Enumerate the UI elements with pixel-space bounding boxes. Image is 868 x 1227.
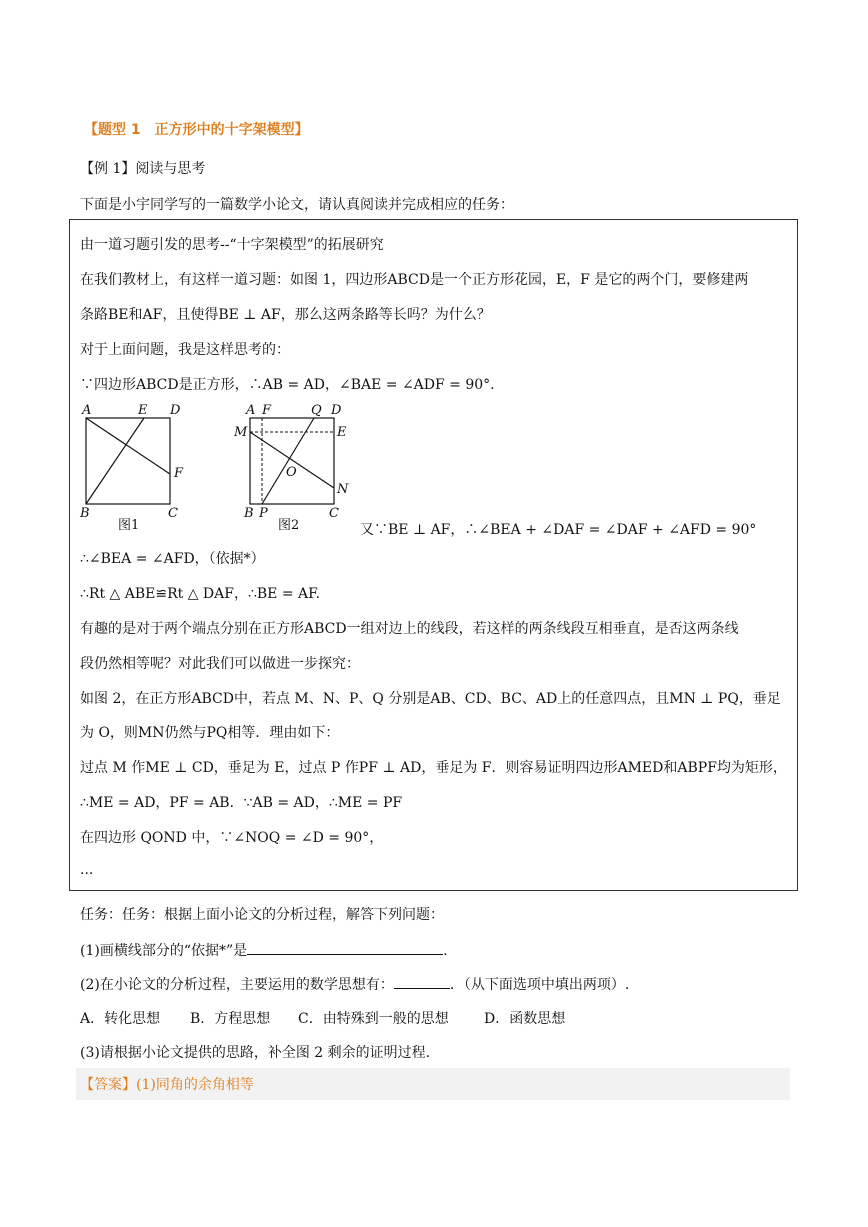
essay-line: 又∵BE ⊥ AF，∴∠BEA + ∠DAF = ∠DAF + ∠AFD = 90° [360, 522, 757, 538]
option-d: D．函数思想 [484, 1011, 566, 1027]
option-b: B．方程思想 [190, 1011, 271, 1027]
label-q: Q [311, 403, 322, 418]
task-intro: 任务：任务：根据上面小论文的分析过程，解答下列问题： [80, 907, 444, 923]
essay-line: 段仍然相等呢？对此我们可以做进一步探究： [80, 656, 360, 672]
essay-line: 条路BE和AF，且使得BE ⊥ AF，那么这两条路等长吗？为什么？ [80, 307, 491, 323]
label-m: M [234, 425, 248, 440]
label-e: E [138, 403, 148, 418]
essay-line: 过点 M 作ME ⊥ CD，垂足为 E，过点 P 作PF ⊥ AD，垂足为 F．则容易证明四边形AMED和ABPF均为矩形， [80, 760, 787, 776]
question-3: (3)请根据小论文提供的思路，补全图 2 剩余的证明过程. [80, 1045, 431, 1061]
essay-line: ∴Rt △ ABE≌Rt △ DAF，∴BE = AF. [80, 586, 321, 602]
figure-2 [230, 400, 360, 532]
label-a: A [246, 403, 256, 418]
figure-2-caption: 图2 [278, 518, 300, 532]
example-title: 【例 1】阅读与思考 [80, 161, 206, 177]
essay-line: ∵四边形ABCD是正方形，∴AB = AD，∠BAE = ∠ADF = 90°. [80, 377, 495, 393]
intro-text: 下面是小宇同学写的一篇数学小论文，请认真阅读并完成相应的任务： [80, 197, 514, 213]
essay-line: 在我们教材上，有这样一道习题：如图 1，四边形ABCD是一个正方形花园，E，F 是它的两个门，要修建两 [80, 272, 749, 288]
label-d: D [170, 403, 181, 418]
answer-text: (1)同角的余角相等 [136, 1077, 254, 1093]
square-abcd [86, 418, 170, 504]
label-n: N [337, 482, 349, 497]
figure-1 [74, 400, 194, 532]
segment-pq [262, 418, 314, 504]
label-b: B [244, 506, 254, 521]
answer-blank-1[interactable] [247, 942, 443, 955]
essay-line: ∴ME = AD，PF = AB．∵AB = AD，∴ME = PF [80, 795, 403, 811]
segment-be [86, 418, 144, 504]
answer-line [80, 1074, 254, 1094]
label-f: F [262, 403, 272, 418]
answer-label: 【答案】 [80, 1077, 136, 1093]
essay-line: 对于上面问题，我是这样思考的： [80, 342, 290, 358]
figure-1-caption: 图1 [118, 518, 140, 532]
question-2-end: ．（从下面选项中填出两项）. [449, 977, 630, 993]
option-c: C．由特殊到一般的思想 [298, 1011, 449, 1027]
answer-blank-2[interactable] [394, 976, 450, 989]
label-c: C [329, 506, 339, 521]
essay-title: 由一道习题引发的思考--“十字架模型”的拓展研究 [80, 237, 384, 253]
label-a: A [82, 403, 92, 418]
section-heading: 【题型 1 正方形中的十字架模型】 [84, 122, 309, 138]
question-1-end: . [443, 943, 448, 959]
square-abcd [250, 418, 334, 504]
question-1 [80, 940, 448, 960]
label-o: O [286, 465, 297, 480]
question-2 [80, 974, 629, 994]
essay-ellipsis: ... [80, 862, 94, 878]
segment-af [86, 418, 170, 474]
essay-line: 如图 2，在正方形ABCD中，若点 M、N、P、Q 分别是AB、CD、BC、AD上的任意四点，且MN ⊥ PQ，垂足 [80, 691, 781, 707]
essay-line: 在四边形 QOND 中，∵∠NOQ = ∠D = 90°， [80, 830, 384, 846]
label-e: E [337, 425, 347, 440]
question-1-text: (1)画横线部分的“依据*”是 [80, 943, 248, 959]
label-f: F [174, 466, 184, 481]
essay-line: 为 O，则MN仍然与PQ相等．理由如下： [80, 725, 340, 741]
essay-line: 有趣的是对于两个端点分别在正方形ABCD一组对边上的线段，若这样的两条线段互相垂直，是否这两条线 [80, 621, 739, 637]
label-c: C [168, 506, 178, 521]
essay-line: ∴∠BEA = ∠AFD，（依据*） [80, 551, 265, 567]
label-d: D [331, 403, 342, 418]
label-b: B [80, 506, 90, 521]
question-2-text: (2)在小论文的分析过程，主要运用的数学思想有： [80, 977, 394, 993]
label-p: P [259, 506, 268, 521]
option-a: A．转化思想 [80, 1011, 161, 1027]
